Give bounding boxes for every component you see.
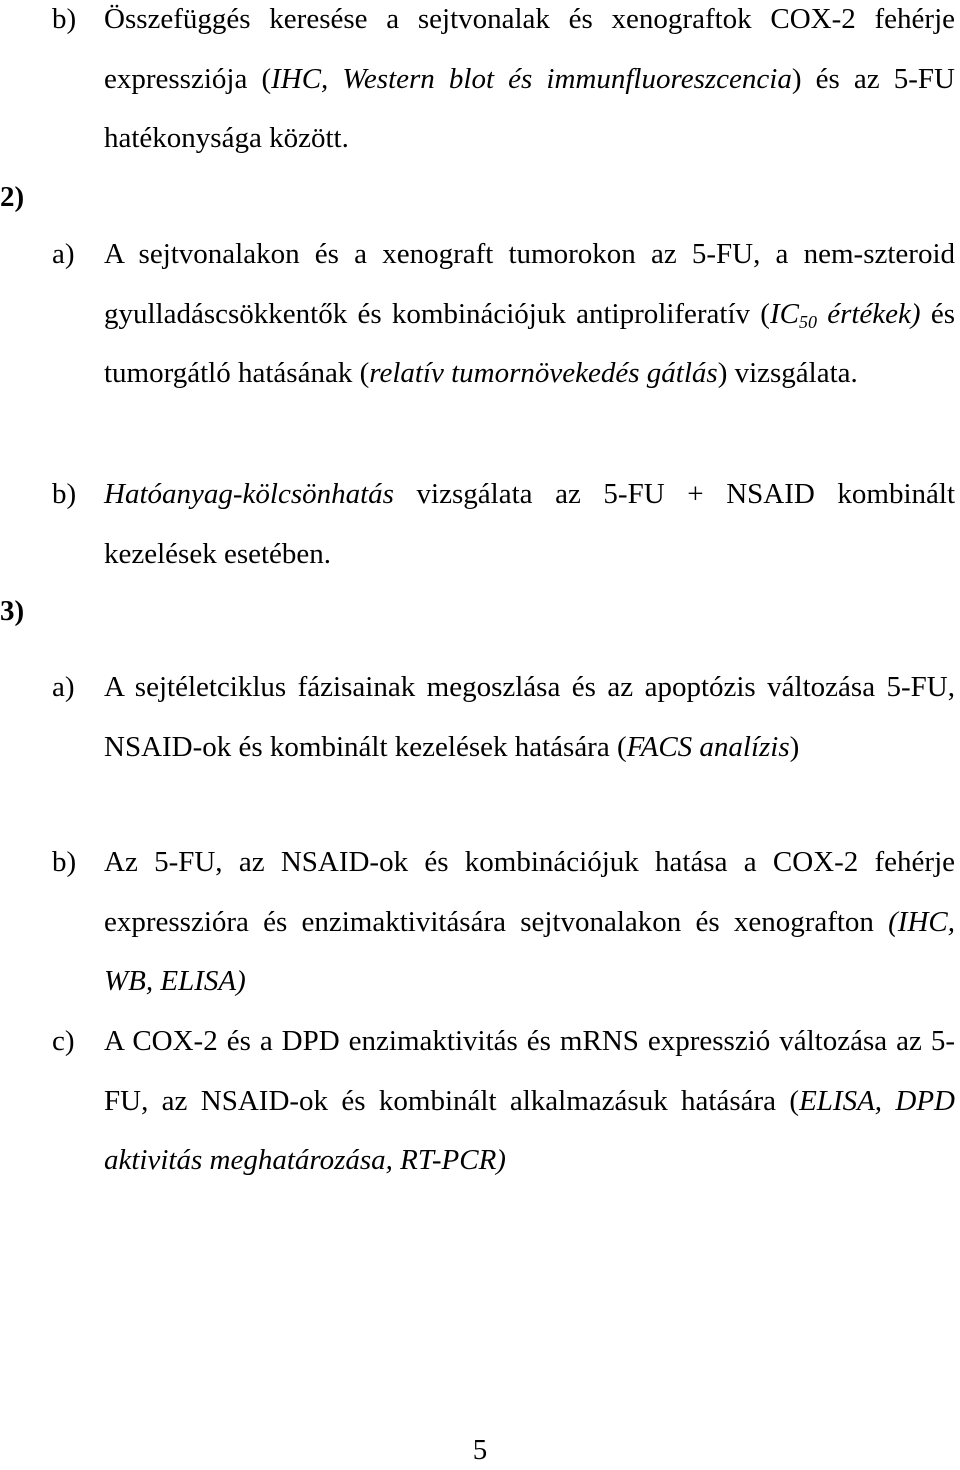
section-number-2: 2) [0,181,25,213]
section-number-3: 3) [0,595,25,627]
item-text: Az 5-FU, az NSAID-ok és kombinációjuk hatása a COX-2 fehérje expresszióra és enzimaktivitására sejtvonalakon és xenografton (IHC, WB, ELISA) [104,846,955,997]
item-text: Összefüggés keresése a sejtvonalak és xenograftok COX-2 fehérje expressziója (IHC, Western blot és immunfluoreszcencia) és az 5-FU hatékonysága között. [104,3,955,154]
item-text: A sejtvonalakon és a xenograft tumorokon az 5-FU, a nem-szteroid gyulladáscsökkentők és kombinációjuk antiproliferatív ($IC_{50}$ értékek) és tumorgátló hatásának (relatív tumornövekedés gátlás) vizsgálata. [104,238,956,389]
item-label: b) [52,478,77,510]
item-label: b) [52,846,77,878]
item-label: b) [52,3,77,35]
list-item-2a-antiproliferative [52,225,955,404]
item-text: Hatóanyag-kölcsönhatás vizsgálata az 5-FU + NSAID kombinált kezelések esetében. [104,478,955,570]
list-item-2b-drug-interaction [52,465,955,584]
list-item-3b-cox2-expression [52,833,955,1012]
item-label: a) [52,238,75,270]
item-text: A COX-2 és a DPD enzimaktivitás és mRNS expresszió változása az 5-FU, az NSAID-ok és kombinált alkalmazásuk hatására (ELISA, DPD aktivitás meghatározása, RT-PCR) [104,1025,955,1176]
item-text: A sejtéletciklus fázisainak megoszlása és az apoptózis változása 5-FU, NSAID-ok és kombinált kezelések hatására (FACS analízis) [104,671,955,763]
list-item-3c-dpd-activity [52,1012,955,1191]
item-label: c) [52,1025,75,1057]
list-item-1b-cox2-correlation [52,0,955,169]
item-label: a) [52,671,75,703]
list-item-3a-cell-cycle [52,658,955,777]
page-number: 5 [472,1434,488,1466]
